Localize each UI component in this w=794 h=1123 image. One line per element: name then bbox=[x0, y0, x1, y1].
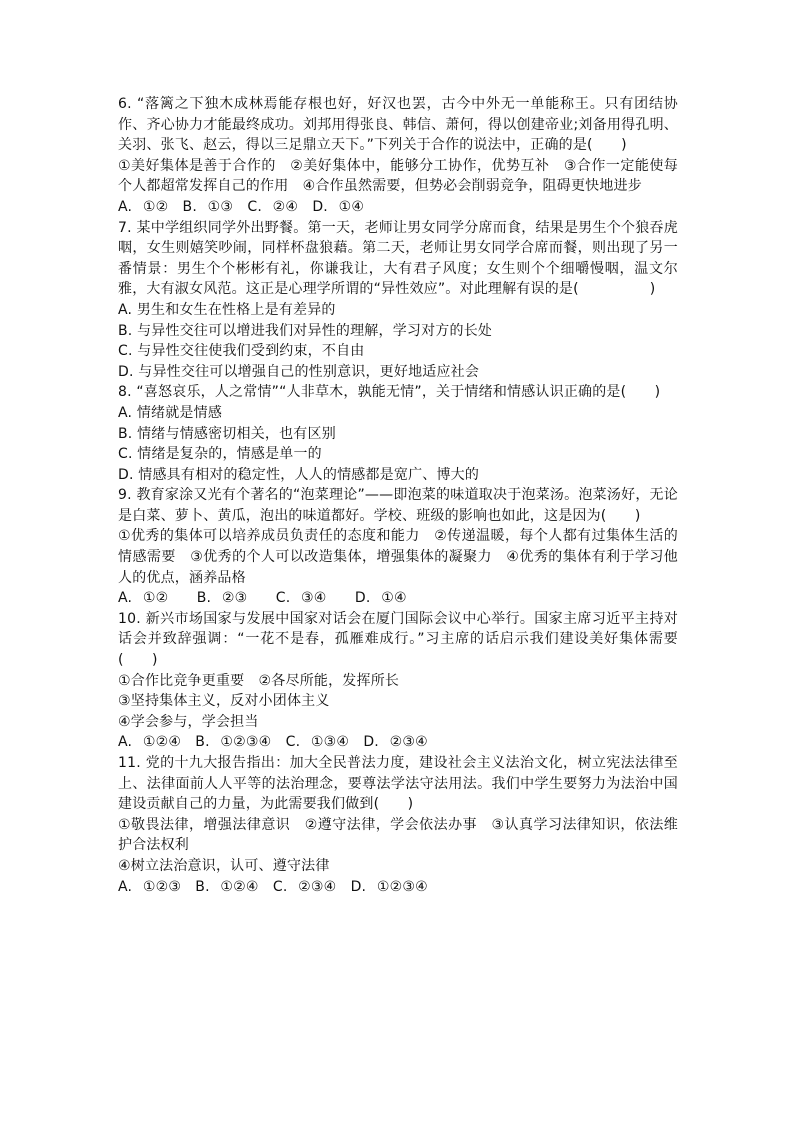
question-7 bbox=[118, 218, 678, 383]
answer-option-b: B. 情绪与情感密切相关，也有区别 bbox=[118, 425, 336, 442]
question-8 bbox=[118, 382, 678, 485]
answer-option-b: B. 与异性交往可以增进我们对异性的理解，学习对方的长处 bbox=[118, 322, 493, 339]
question-11 bbox=[118, 753, 678, 897]
answer-option-c: C. 情绪是复杂的，情感是单一的 bbox=[118, 446, 322, 463]
question-statement-2: ④树立法治意识，认可、遵守法律 bbox=[118, 857, 330, 874]
question-stem: 6. “落篱之下独木成林焉能存根也好，好汉也罢，古今中外无一单能称王。只有团结协作、齐心协力才能最终成功。刘邦用得张良、韩信、萧何，得以创建帝业;刘备用得孔明、关羽、张飞、赵云，得以三足鼎立天下。”下列关于合作的说法中，正确的是( ) bbox=[118, 96, 678, 154]
question-6 bbox=[118, 94, 678, 218]
answer-options: A. ①②③ B. ①②④ C. ②③④ D. ①②③④ bbox=[118, 878, 428, 895]
question-9 bbox=[118, 485, 678, 609]
question-statements: ①优秀的集体可以培养成员负责任的态度和能力 ②传递温暖，每个人都有过集体生活的情感需要 ③优秀的个人可以改造集体，增强集体的凝聚力 ④优秀的集体有利于学习他人的优点，涵养品格 bbox=[118, 528, 678, 586]
answer-option-c: C. 与异性交往使我们受到约束，不自由 bbox=[118, 343, 365, 360]
question-stem: 8. “喜怒哀乐，人之常情”“人非草木，孰能无情”，关于情绪和情感认识正确的是( ) bbox=[118, 384, 661, 401]
question-stem: 7. 某中学组织同学外出野餐。第一天，老师让男女同学分席而食，结果是男生个个狼吞虎咽，女生则嬉笑吵闹，同样杯盘狼藉。第二天，老师让男女同学合席而餐，则出现了另一番情景：男生个个彬彬有礼，你谦我让，大有君子风度；女生则个个细嚼慢咽，温文尔雅，大有淑女风范。这正是心理学所谓的“异性效应”。对此理解有误的是( ) bbox=[118, 219, 678, 298]
answer-options: A. ①② B. ①③ C. ②④ D. ①④ bbox=[118, 198, 365, 215]
question-stem: 11. 党的十九大报告指出：加大全民普法力度，建设社会主义法治文化，树立宪法法律至上、法律面前人人平等的法治理念，要尊法学法守法用法。我们中学生要努力为法治中国建设贡献自己的力量，为此需要我们做到( ) bbox=[118, 755, 678, 813]
question-stem: 10. 新兴市场国家与发展中国家对话会在厦门国际会议中心举行。国家主席习近平主持对话会并致辞强调：“一花不是春，孤雁难成行。”习主席的话启示我们建设美好集体需要( ) bbox=[118, 610, 678, 669]
answer-option-d: D. 与异性交往可以增强自己的性别意识，更好地适应社会 bbox=[118, 363, 480, 380]
exam-page bbox=[118, 94, 678, 897]
answer-options: A. ①② B. ②③ C. ③④ D. ①④ bbox=[118, 590, 407, 607]
answer-options: A. ①②④ B. ①②③④ C. ①③④ D. ②③④ bbox=[118, 734, 428, 751]
question-statement-1: ①敬畏法律，增强法律意识 ②遵守法律，学会依法办事 ③认真学习法律知识，依法维护合法权利 bbox=[118, 816, 678, 854]
question-statement-1: ①合作比竞争更重要 ②各尽所能，发挥所长 bbox=[118, 672, 400, 689]
answer-option-a: A. 情绪就是情感 bbox=[118, 404, 223, 421]
answer-option-a: A. 男生和女生在性格上是有差异的 bbox=[118, 301, 336, 318]
question-stem: 9. 教育家涂又光有个著名的“泡菜理论”——即泡菜的味道取决于泡菜汤。泡菜汤好，无论是白菜、萝卜、黄瓜，泡出的味道都好。学校、班级的影响也如此，这是因为( ) bbox=[118, 487, 678, 524]
question-statement-2: ③坚持集体主义，反对小团体主义 bbox=[118, 693, 330, 710]
answer-option-d: D. 情感具有相对的稳定性，人人的情感都是宽广、博大的 bbox=[118, 466, 480, 483]
question-statement-3: ④学会参与，学会担当 bbox=[118, 713, 259, 730]
question-10 bbox=[118, 609, 678, 753]
question-statements: ①美好集体是善于合作的 ②美好集体中，能够分工协作，优势互补 ③合作一定能使每个人都超常发挥自己的作用 ④合作虽然需要，但势必会削弱竞争，阻碍更快地进步 bbox=[118, 157, 678, 195]
